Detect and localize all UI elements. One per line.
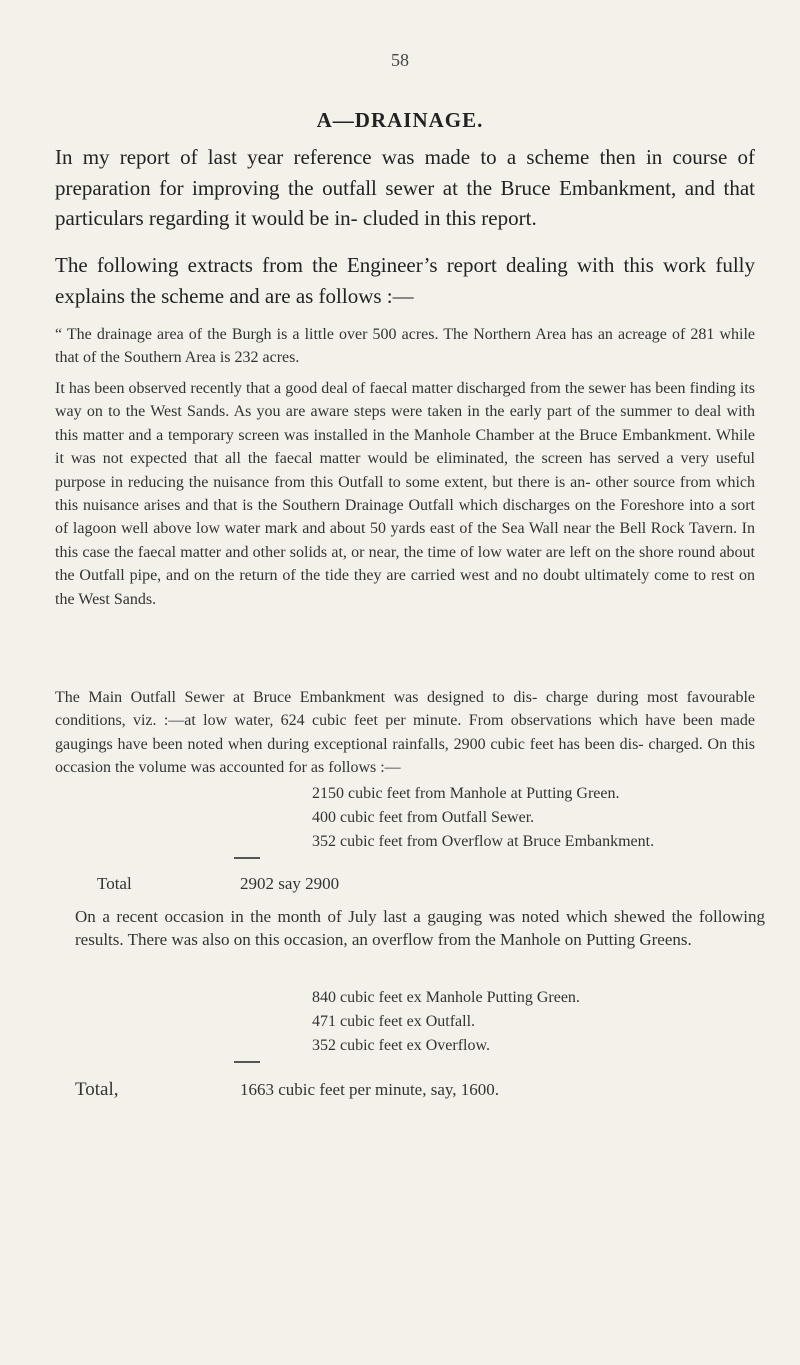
total-label-2: Total, [75,1079,119,1100]
page-number: 58 [391,50,409,70]
extract-paragraph-3: The Main Outfall Sewer at Bruce Embankment was designed to dis- charge during most favourable conditions, viz. :—at low water, 624 cubic feet per minute. From observations which have been made gaugings have been noted when during exceptional rainfalls, 2900 cubic feet has been dis- charged. On this occasion the volume was accounted for as follows :— [55,689,755,777]
total-rule-2 [234,1061,260,1063]
total-row-1 [97,874,777,894]
flow-list-1 [312,782,772,854]
extract-paragraph-2: It has been observed recently that a good deal of faecal matter discharged from the sewer has been finding its way on to the West Sands. As you are aware steps were taken in the early part of the summer to deal with this matter and a temporary screen was installed in the Manhole Chamber at the Bruce Embankment. While it was not expected that all the faecal matter would be eliminated, the screen has served a very useful purpose in reducing the nuisance from this Outfall to some extent, but there is an- other source from which this nuisance arises and that is the Southern Drainage Outfall which discharges on the Foreshore into a sort of lagoon well above low water mark and about 50 yards east of the Sea Wall near the Bell Rock Tavern. In this case the faecal matter and other solids at, or near, the time of low water are left on the shore round about the Outfall pipe, and on the return of the tide they are carried west and no doubt ultimately come to rest on the West Sands. [55,380,755,608]
total-value-1: 2902 say 2900 [240,874,340,893]
flow-list-2-item: 840 cubic feet ex Manhole Putting Green. [312,989,580,1006]
intro-paragraph-1: In my report of last year reference was made to a scheme then in course of preparation for improving the outfall sewer at the Bruce Embankment, and that particulars regarding it would be in- cluded in this report. [55,145,755,230]
flow-list-1-item: 400 cubic feet from Outfall Sewer. [312,809,535,826]
total-value-2: 1663 cubic feet per minute, say, 1600. [240,1080,500,1099]
flow-list-1-item: 352 cubic feet from Overflow at Bruce Embankment. [312,833,655,850]
total-rule-1 [234,857,260,859]
flow-list-2 [312,986,772,1058]
flow-list-1-item: 2150 cubic feet from Manhole at Putting Green. [312,785,620,802]
extract-paragraph-1: “ The drainage area of the Burgh is a little over 500 acres. The Northern Area has an acreage of 281 while that of the Southern Area is 232 acres. [55,326,755,367]
intro-paragraph-2: The following extracts from the Engineer’s report dealing with this work fully explains the scheme and are as follows :— [55,253,755,308]
recent-paragraph: On a recent occasion in the month of July last a gauging was noted which shewed the following results. There was also on this occasion, an overflow from the Manhole on Putting Greens. [75,907,765,950]
section-heading: A—DRAINAGE. [316,108,484,132]
total-label-1: Total [97,874,132,893]
flow-list-2-item: 471 cubic feet ex Outfall. [312,1013,476,1030]
total-row-2 [75,1079,755,1101]
flow-list-2-item: 352 cubic feet ex Overflow. [312,1037,490,1054]
